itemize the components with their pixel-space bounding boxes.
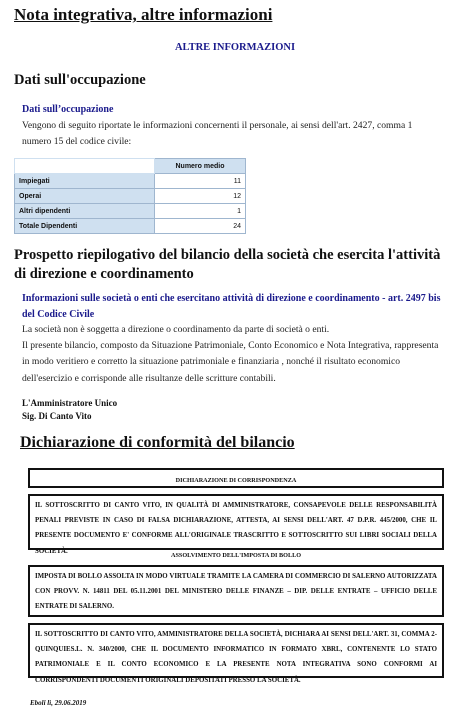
occupazione-heading: Dati sull'occupazione (14, 72, 146, 88)
box-title: DICHIARAZIONE DI CORRISPONDENZA (175, 477, 297, 484)
box-corrispondenza-text (28, 494, 444, 555)
occupazione-intro: Vengono di seguito riportate le informazioni concernenti il personale, ai sensi dell'art. 2427, comma 1 numero 15 del codice civile: (22, 120, 413, 148)
row-label: Altri dipendenti (15, 204, 155, 219)
box-xbrl-text (28, 623, 444, 684)
row-label: Operai (15, 189, 155, 204)
table-column-header: Numero medio (155, 159, 246, 174)
signature-role: L'Amministratore Unico (22, 398, 118, 408)
row-value: 24 (155, 219, 246, 234)
row-value: 12 (155, 189, 246, 204)
prospetto-para-2: Il presente bilancio, composto da Situazione Patrimoniale, Conto Economico e Nota Integrativa, rappresenta in modo veritiero e corretto la situazione patrimoniale e finanziaria , nonché il risultato economico dell'esercizio e corrisponde alle risultanze delle scritture contabili. (22, 340, 439, 384)
table-row (15, 189, 246, 204)
prospetto-subheading: Informazioni sulle società o enti che esercitano attività di direzione e coordinamento - art. 2497 bis del Codice Civile (22, 293, 441, 320)
box-text: IL SOTTOSCRITTO DI CANTO VITO, IN QUALITÀ DI AMMINISTRATORE, CONSAPEVOLE DELLE RESPONSABILITÀ PENALI PREVISTE IN CASO DI FALSA DICHIARAZIONE, ATTESTA, AI SENSI DELL'ART. 47 D.P.R. 445/2000, CHE IL PRESENTE DOCUMENTO E' CONFORME ALL'ORIGINALE TRASCRITTO E SOTTOSCRITTO SUI LIBRI SOCIALI DELLA SOCIETÀ. (35, 502, 437, 555)
row-label: Impiegati (15, 174, 155, 189)
box-text: IMPOSTA DI BOLLO ASSOLTA IN MODO VIRTUALE TRAMITE LA CAMERA DI COMMERCIO DI SALERNO AUTORIZZATA CON PROVV. N. 14811 DEL 05.11.2001 DEL MINISTERO DELLE FINANZE – DIP. DELLE ENTRATE – UFFICIO DELLE ENTRATE DI SALERNO. (35, 573, 437, 611)
table-row (15, 174, 246, 189)
table-row (15, 204, 246, 219)
row-label: Totale Dipendenti (15, 219, 155, 234)
row-value: 11 (155, 174, 246, 189)
table-corner-cell (15, 159, 155, 174)
box-bollo-text (28, 565, 444, 617)
page-title: Nota integrativa, altre informazioni (14, 5, 273, 24)
signature-name: Sig. Di Canto Vito (22, 411, 92, 421)
prospetto-heading: Prospetto riepilogativo del bilancio della società che esercita l'attività di direzione e coordinamento (14, 247, 441, 282)
place-date: Eboli lì, 29.06.2019 (30, 699, 87, 707)
bollo-title: ASSOLVIMENTO DELL'IMPOSTA DI BOLLO (170, 552, 302, 559)
dichiarazione-heading: Dichiarazione di conformità del bilancio (20, 434, 295, 451)
box-text: IL SOTTOSCRITTO DI CANTO VITO, AMMINISTRATORE DELLA SOCIETÀ, DICHIARA AI SENSI DELL'ART. 31, COMMA 2-QUINQUIES.L. N. 340/2000, CHE IL DOCUMENTO INFORMATICO IN FORMATO XBRL, CONTENENTE LO STATO PATRIMONIALE E IL CONTO ECONOMICO E LA PRESENTE NOTA INTEGRATIVA SONO CONFORMI AI CORRISPONDENTI DOCUMENTI ORIGINALI DEPOSITATI PRESSO LA SOCIETÀ. (35, 631, 437, 684)
section-subtitle: ALTRE INFORMAZIONI (174, 42, 296, 53)
row-value: 1 (155, 204, 246, 219)
prospetto-para-1: La società non è soggetta a direzione o coordinamento da parte di società o enti. (22, 324, 330, 335)
signature-block (22, 397, 117, 423)
box-corrispondenza-title (28, 468, 444, 488)
table-row (15, 219, 246, 234)
table-header-row (15, 159, 246, 174)
employees-table (14, 158, 246, 234)
occupazione-subheading: Dati sull’occupazione (22, 104, 114, 115)
